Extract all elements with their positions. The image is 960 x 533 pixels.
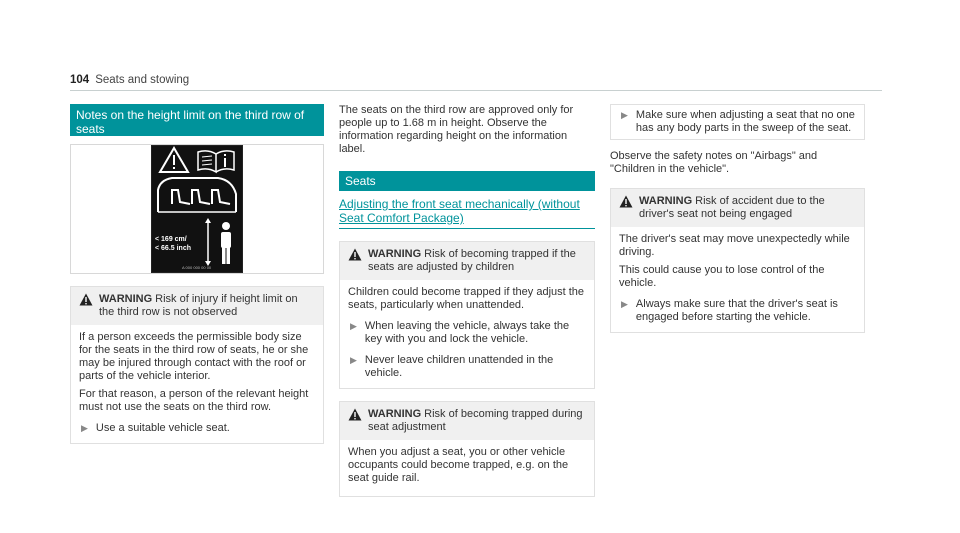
warning-header bbox=[71, 287, 323, 325]
information-label-illustration bbox=[70, 144, 324, 274]
warning-triangle-icon bbox=[160, 148, 188, 172]
warning-title: WARNING Risk of injury if height limit on the third row is not observed bbox=[99, 293, 298, 318]
column-3 bbox=[610, 104, 865, 333]
warning-paragraph: For that reason, a person of the relevant height must not use the seats on the third row. bbox=[79, 388, 309, 413]
warning-box-trapped bbox=[339, 401, 595, 497]
warning-label: WARNING bbox=[368, 248, 422, 260]
instruction-step: ▶ When leaving the vehicle, always take the key with you and lock the vehicle. bbox=[350, 320, 570, 345]
instruction-step: ▶ Use a suitable vehicle seat. bbox=[81, 422, 230, 434]
third-row-intro: The seats on the third row are approved only for people up to 1.68 m in height. Observe the information regarding height on the information label. bbox=[339, 104, 574, 155]
step-arrow-icon: ▶ bbox=[621, 299, 628, 309]
height-limit-heading: Notes on the height limit on the third row of seats bbox=[70, 104, 324, 136]
warning-title: WARNING Risk of becoming trapped if the seats are adjusted by children bbox=[368, 248, 576, 273]
sticker-height-inch: < 66.5 inch bbox=[155, 245, 191, 252]
section-title: Seats and stowing bbox=[95, 74, 190, 86]
warning-label: WARNING bbox=[368, 408, 422, 420]
warning-label: WARNING bbox=[99, 293, 153, 305]
warning-paragraph: If a person exceeds the permissible body size for the seats in the third row of seats, he or she may be injured through contact with the roof or parts of the vehicle interior. bbox=[79, 331, 309, 382]
warning-paragraph: This could cause you to lose control of the vehicle. bbox=[619, 264, 825, 289]
height-information-sticker bbox=[151, 145, 243, 273]
warning-body bbox=[611, 227, 864, 332]
warning-title: WARNING Risk of becoming trapped during seat adjustment bbox=[368, 408, 583, 433]
adjusting-seat-heading: Adjusting the front seat mechanically (without Seat Comfort Package) bbox=[339, 197, 595, 229]
step-arrow-icon: ▶ bbox=[81, 423, 88, 433]
instruction-step: ▶ Always make sure that the driver's seat is engaged before starting the vehicle. bbox=[621, 298, 838, 323]
warning-icon bbox=[348, 408, 362, 421]
warning-header bbox=[340, 402, 594, 440]
instruction-step: ▶ Never leave children unattended in the vehicle. bbox=[350, 354, 554, 379]
warning-icon bbox=[619, 195, 633, 208]
warning-body bbox=[340, 440, 594, 496]
warning-header bbox=[611, 189, 864, 227]
warning-box-children bbox=[339, 241, 595, 389]
seats-heading: Seats bbox=[339, 171, 595, 191]
instruction-step: ▶ Make sure when adjusting a seat that no one has any body parts in the sweep of the seat. bbox=[621, 109, 855, 134]
warning-paragraph: The driver's seat may move unexpectedly while driving. bbox=[619, 233, 850, 258]
column-1 bbox=[70, 104, 324, 444]
warning-title: WARNING Risk of accident due to the driver's seat not being engaged bbox=[639, 195, 825, 220]
continued-step-box bbox=[610, 104, 865, 140]
warning-icon bbox=[348, 248, 362, 261]
warning-icon bbox=[79, 293, 93, 306]
sticker-part-code: A 000 000 00 00 bbox=[182, 265, 212, 270]
step-arrow-icon: ▶ bbox=[350, 355, 357, 365]
sticker-height-cm: < 169 cm/ bbox=[155, 236, 187, 243]
warning-paragraph: Children could become trapped if they adjust the seats, particularly when unattended. bbox=[348, 286, 585, 311]
step-arrow-icon: ▶ bbox=[621, 110, 628, 120]
warning-body bbox=[71, 325, 323, 443]
safety-notes-reference: Observe the safety notes on "Airbags" and "Children in the vehicle". bbox=[610, 150, 818, 175]
page-number: 104 bbox=[70, 74, 90, 86]
warning-box-driver-seat bbox=[610, 188, 865, 333]
page-header bbox=[70, 74, 189, 88]
warning-header bbox=[340, 242, 594, 280]
header-rule bbox=[70, 90, 882, 91]
step-arrow-icon: ▶ bbox=[350, 321, 357, 331]
vehicle-seats-icon bbox=[158, 178, 236, 212]
warning-box-height bbox=[70, 286, 324, 444]
warning-body bbox=[340, 280, 594, 388]
warning-paragraph: When you adjust a seat, you or other vehicle occupants could become trapped, e.g. on the seat guide rail. bbox=[348, 446, 569, 484]
height-person-icon bbox=[205, 218, 231, 266]
warning-label: WARNING bbox=[639, 195, 693, 207]
manual-icon bbox=[198, 151, 234, 172]
column-2 bbox=[339, 104, 595, 497]
